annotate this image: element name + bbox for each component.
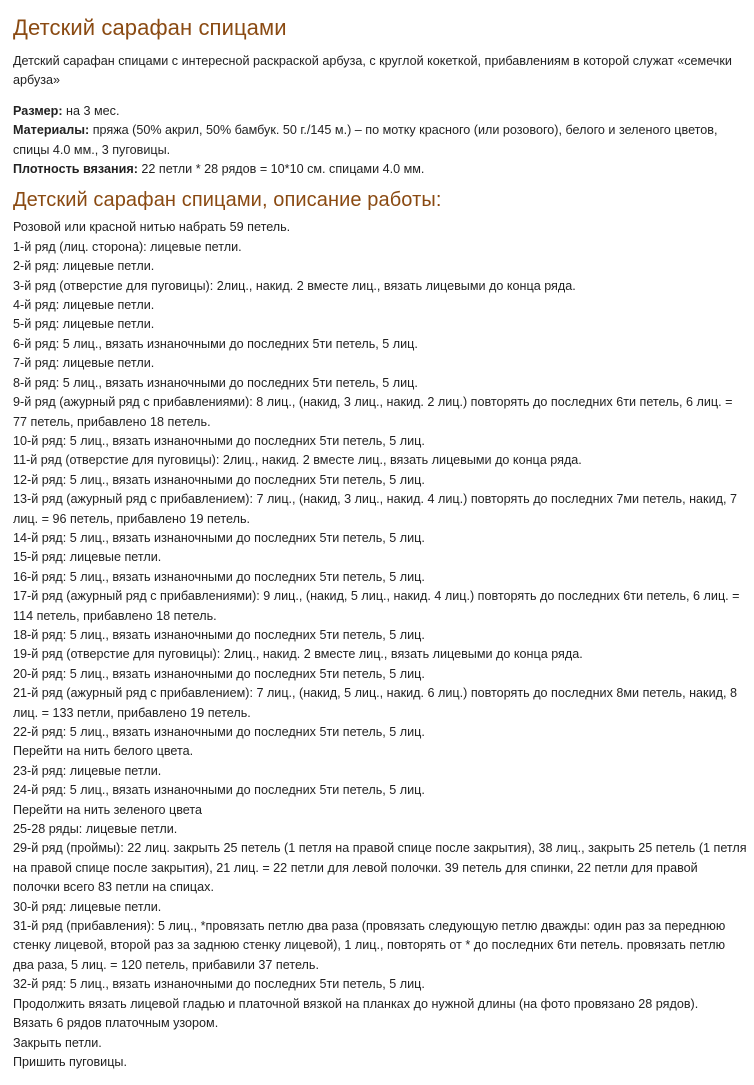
step-line: Розовой или красной нитью набрать 59 петель.: [13, 220, 291, 235]
spec-size: [13, 102, 748, 121]
step-line: 20-й ряд: 5 лиц., вязать изнаночными до последних 5ти петель, 5 лиц.: [13, 666, 425, 681]
spec-size-value: на 3 мес.: [62, 103, 120, 118]
step-line: 21-й ряд (ажурный ряд с прибавлением): 7 лиц., (накид, 5 лиц., накид. 6 лиц.) повторять до последних 8ми петель, накид, 8 лиц. = 133 петли, прибавлено 19 петель.: [13, 686, 737, 720]
spec-materials-value: пряжа (50% акрил, 50% бамбук. 50 г./145 м.) – по мотку красного (или розового), белого и зеленого цветов, спицы 4.0 мм., 3 пуговицы.: [13, 123, 718, 157]
spec-gauge: [13, 160, 748, 179]
spec-materials-label: Материалы:: [13, 123, 90, 138]
spec-gauge-value: 22 петли * 28 рядов = 10*10 см. спицами 4.0 мм.: [137, 162, 425, 177]
step-line: 16-й ряд: 5 лиц., вязать изнаночными до последних 5ти петель, 5 лиц.: [13, 569, 425, 584]
step-line: Вязать 6 рядов платочным узором.: [13, 1016, 219, 1031]
step-line: Пришить пуговицы.: [13, 1054, 127, 1069]
step-line: 30-й ряд: лицевые петли.: [13, 899, 162, 914]
step-line: 9-й ряд (ажурный ряд с прибавлениями): 8 лиц., (накид, 3 лиц., накид. 2 лиц.) повторять до последних 6ти петель, 6 лиц. = 77 петель, прибавлено 18 петель.: [13, 395, 733, 429]
step-line: 31-й ряд (прибавления): 5 лиц., *провязать петлю два раза (провязать следующую петлю дважды: один раз за переднюю стенку лицевой, второй раз за заднюю стенку лицевой), 1 лиц., повторять от * до последних 6ти петель. провязать петлю два раза, 5 лиц. = 120 петель, прибавили 37 петель.: [13, 919, 726, 972]
step-line: 25-28 ряды: лицевые петли.: [13, 822, 178, 837]
step-line: 23-й ряд: лицевые петли.: [13, 763, 162, 778]
step-line: Перейти на нить белого цвета.: [13, 744, 194, 759]
spec-materials: [13, 121, 748, 160]
step-line: Закрыть петли.: [13, 1035, 102, 1050]
step-line: 13-й ряд (ажурный ряд с прибавлением): 7 лиц., (накид, 3 лиц., накид. 4 лиц.) повторять до последних 7ми петель, накид, 7 лиц. = 96 петель, прибавлено 19 петель.: [13, 492, 737, 526]
spec-size-label: Размер:: [13, 103, 63, 118]
step-line: 11-й ряд (отверстие для пуговицы): 2лиц., накид. 2 вместе лиц., вязать лицевыми до конца ряда.: [13, 453, 582, 468]
steps-list: [13, 218, 748, 1072]
page-title: Детский сарафан спицами: [13, 15, 287, 40]
step-line: 18-й ряд: 5 лиц., вязать изнаночными до последних 5ти петель, 5 лиц.: [13, 627, 425, 642]
step-line: 17-й ряд (ажурный ряд с прибавлениями): 9 лиц., (накид, 5 лиц., накид. 4 лиц.) повторять до последних 6ти петель, 6 лиц. = 114 петель, прибавлено 18 петель.: [13, 589, 740, 623]
step-line: 24-й ряд: 5 лиц., вязать изнаночными до последних 5ти петель, 5 лиц.: [13, 783, 425, 798]
step-line: 2-й ряд: лицевые петли.: [13, 259, 155, 274]
spec-gauge-label: Плотность вязания:: [13, 162, 138, 177]
step-line: 5-й ряд: лицевые петли.: [13, 317, 155, 332]
step-line: 10-й ряд: 5 лиц., вязать изнаночными до последних 5ти петель, 5 лиц.: [13, 433, 425, 448]
intro-paragraph: Детский сарафан спицами с интересной раскраской арбуза, с круглой кокеткой, прибавлениям в которой служат «семечки арбуза»: [13, 54, 732, 88]
step-line: 22-й ряд: 5 лиц., вязать изнаночными до последних 5ти петель, 5 лиц.: [13, 725, 425, 739]
section-title: Детский сарафан спицами, описание работы:: [13, 189, 442, 212]
step-line: 7-й ряд: лицевые петли.: [13, 356, 155, 371]
step-line: 15-й ряд: лицевые петли.: [13, 550, 162, 565]
step-line: Перейти на нить зеленого цвета: [13, 802, 203, 817]
step-line: 29-й ряд (проймы): 22 лиц. закрыть 25 петель (1 петля на правой спице после закрытия), 38 лиц., закрыть 25 петель (1 петля на правой спице после закрытия), 21 лиц. = 22 петли для левой полочки. 39 петель для спинки, 22 петли для правой полочки всего 83 петли на спицах.: [13, 841, 747, 895]
step-line: 8-й ряд: 5 лиц., вязать изнаночными до последних 5ти петель, 5 лиц.: [13, 375, 418, 390]
step-line: 32-й ряд: 5 лиц., вязать изнаночными до последних 5ти петель, 5 лиц.: [13, 977, 425, 992]
step-line: 12-й ряд: 5 лиц., вязать изнаночными до последних 5ти петель, 5 лиц.: [13, 472, 425, 487]
step-line: 14-й ряд: 5 лиц., вязать изнаночными до последних 5ти петель, 5 лиц.: [13, 530, 425, 545]
step-line: 3-й ряд (отверстие для пуговицы): 2лиц., накид. 2 вместе лиц., вязать лицевыми до конца ряда.: [13, 278, 576, 293]
step-line: 19-й ряд (отверстие для пуговицы): 2лиц., накид. 2 вместе лиц., вязать лицевыми до конца ряда.: [13, 647, 583, 662]
step-line: 4-й ряд: лицевые петли.: [13, 298, 155, 313]
step-line: Продолжить вязать лицевой гладью и платочной вязкой на планках до нужной длины (на фото провязано 28 рядов).: [13, 996, 699, 1011]
step-line: 1-й ряд (лиц. сторона): лицевые петли.: [13, 239, 242, 254]
step-line: 6-й ряд: 5 лиц., вязать изнаночными до последних 5ти петель, 5 лиц.: [13, 336, 418, 351]
